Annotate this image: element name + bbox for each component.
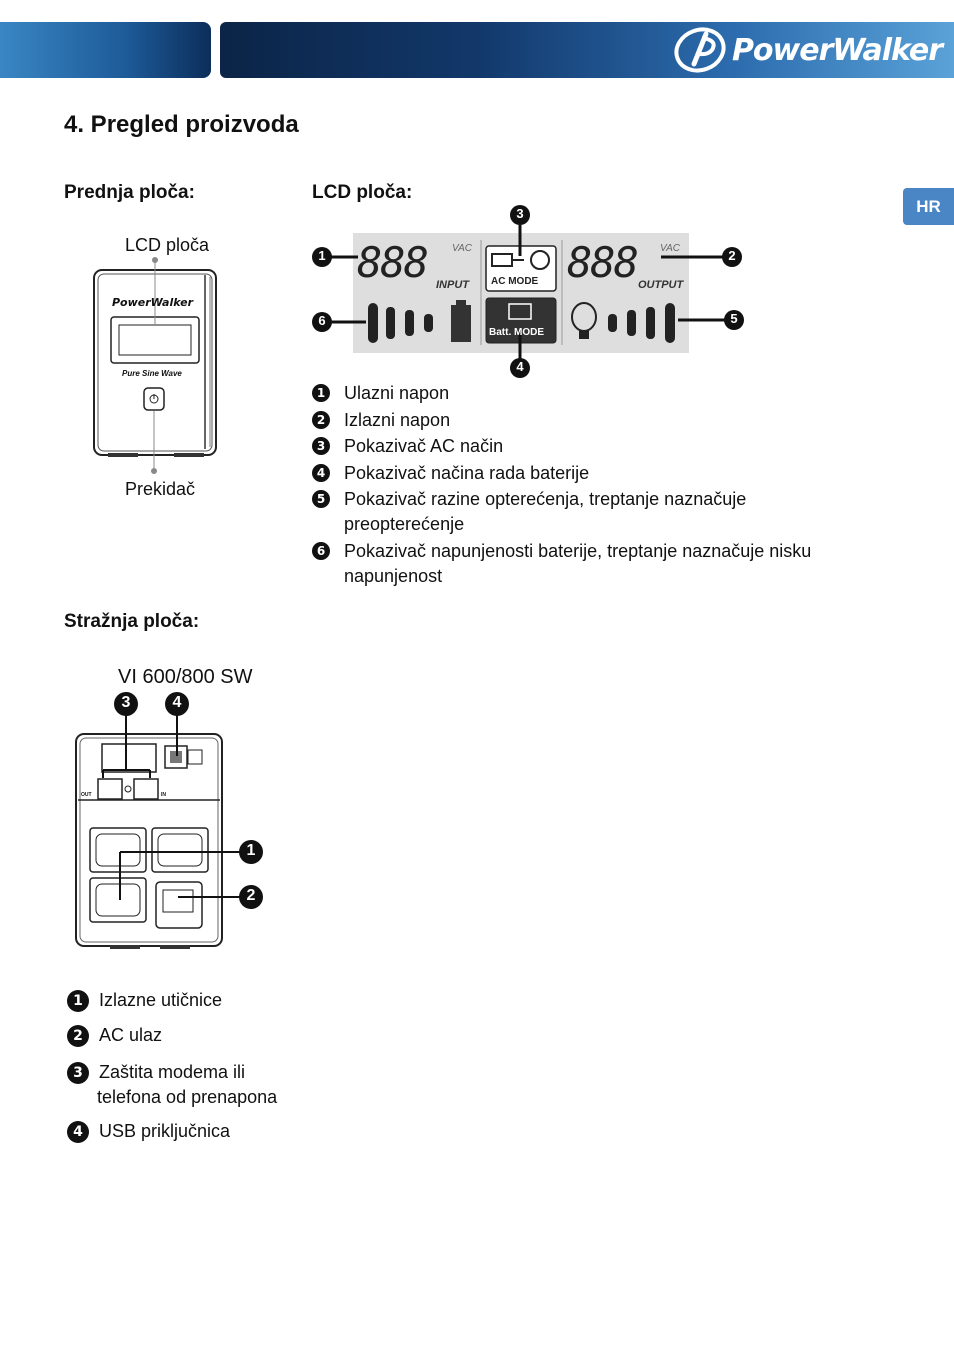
lcd-list-number: 6 <box>312 542 330 560</box>
lcd-ac-mode-label: AC MODE <box>491 276 539 287</box>
rear-list-item <box>67 987 222 1013</box>
lcd-output-label: OUTPUT <box>638 279 684 291</box>
lcd-input-digits: 888 <box>357 238 427 287</box>
rear-model-label: VI 600/800 SW <box>118 666 253 688</box>
front-device-brand: PowerWalker <box>112 296 194 309</box>
rear-list-number: 2 <box>67 1025 89 1047</box>
rear-list-text: Zaštita modema ili <box>99 1062 246 1082</box>
lcd-callout-1: 1 <box>318 248 326 263</box>
lcd-input-label: INPUT <box>436 279 469 291</box>
lcd-list-text: Pokazivač AC način <box>344 436 504 456</box>
lcd-batt-mode-label: Batt. MODE <box>489 327 544 338</box>
front-device-subtitle: Pure Sine Wave <box>122 369 182 378</box>
lcd-output-digits: 888 <box>567 238 637 287</box>
lcd-callout-2: 2 <box>728 248 736 263</box>
lcd-callout-6: 6 <box>318 313 326 328</box>
rear-port-in-label: IN <box>161 792 166 798</box>
lcd-list-text: Ulazni napon <box>344 383 450 403</box>
rear-callout-2: 2 <box>246 887 256 904</box>
rear-list-text: Izlazne utičnice <box>99 990 223 1010</box>
front-switch-label: Prekidač <box>125 479 196 499</box>
rear-list-item <box>67 1118 230 1144</box>
page-title: 4. Pregled proizvoda <box>64 111 299 138</box>
rear-callout-3: 3 <box>121 694 131 711</box>
header-banner-left <box>0 22 211 78</box>
lcd-display-figure <box>306 200 756 385</box>
lcd-list-text: Pokazivač napunjenosti baterije, treptanje naznačuje nisku <box>344 541 812 561</box>
rear-list-item <box>67 1022 162 1048</box>
rear-panel-figure <box>70 690 270 955</box>
rear-port-out-label: OUT <box>81 792 92 798</box>
lcd-list-number: 1 <box>312 384 330 402</box>
lcd-list-number: 5 <box>312 490 330 508</box>
front-lcd-label: LCD ploča <box>125 235 210 255</box>
brand-logo <box>672 26 942 74</box>
rear-list-text: USB priključnica <box>99 1121 231 1141</box>
lcd-list-number: 3 <box>312 437 330 455</box>
rear-list-text: AC ulaz <box>99 1025 163 1045</box>
rear-list-number: 3 <box>67 1062 89 1084</box>
rear-list-number: 1 <box>67 990 89 1012</box>
lcd-output-unit: VAC <box>660 243 681 254</box>
lcd-callout-4: 4 <box>516 359 524 374</box>
lcd-list-text: Izlazni napon <box>344 410 451 430</box>
powerwalker-logo-icon <box>672 26 732 74</box>
brand-logo-text: PowerWalker <box>731 32 942 68</box>
rear-callout-1: 1 <box>246 842 256 859</box>
front-panel-figure <box>88 255 228 475</box>
lcd-list-text: Pokazivač razine opterećenja, treptanje naznačuje <box>344 489 747 509</box>
lcd-panel-heading: LCD ploča: <box>312 182 413 203</box>
rear-list-number: 4 <box>67 1121 89 1143</box>
rear-list-text-cont: telefona od prenapona <box>97 1087 278 1107</box>
lcd-list-text-cont: napunjenost <box>344 566 443 586</box>
lcd-list-text-cont: preopterećenje <box>344 514 465 534</box>
lcd-list-number: 4 <box>312 464 330 482</box>
rear-callout-4: 4 <box>172 694 182 711</box>
lcd-callout-3: 3 <box>516 206 524 221</box>
front-panel-heading: Prednja ploča: <box>64 182 195 203</box>
lcd-list-text: Pokazivač načina rada baterije <box>344 463 590 483</box>
rear-list-item <box>67 1059 245 1085</box>
lcd-callout-5: 5 <box>730 311 738 326</box>
lcd-list-number: 2 <box>312 411 330 429</box>
rear-panel-heading: Stražnja ploča: <box>64 611 200 632</box>
lcd-input-unit: VAC <box>452 243 473 254</box>
language-tab[interactable]: HR <box>903 188 954 225</box>
